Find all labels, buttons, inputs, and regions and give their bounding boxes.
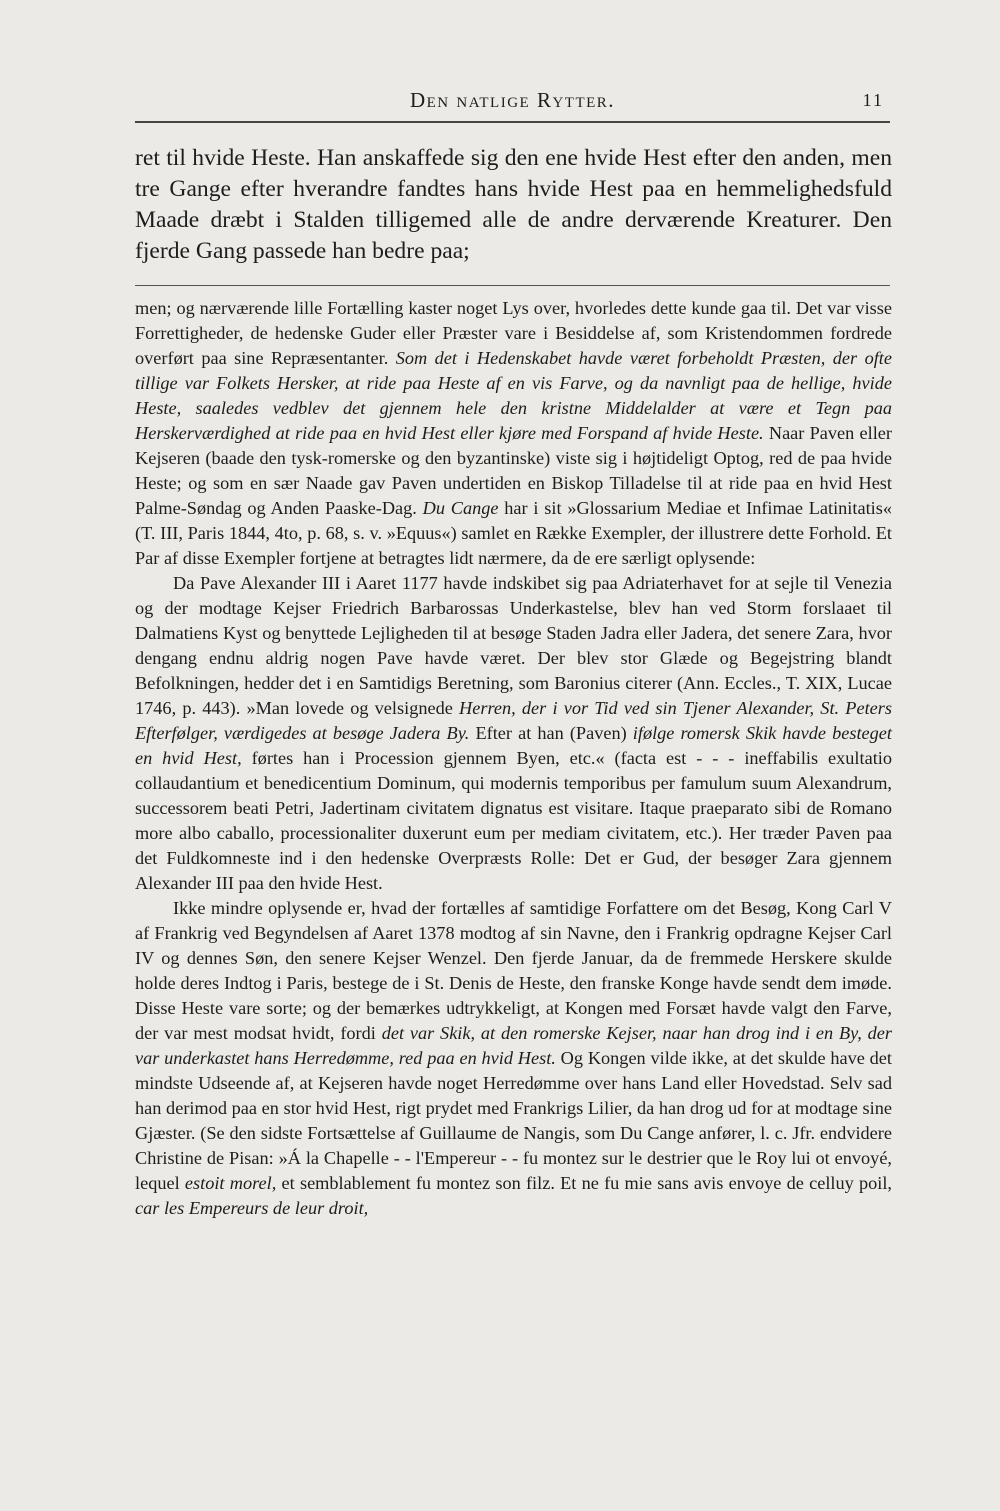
footnote-text: Og Kongen vilde ikke, at det skulde have det mindste Udseende af, at Kejseren havde noget Herredømme over hans Land eller Hovedstad. Selv sad han derimod paa en stor hvid Hest, rigt prydet med Frankrigs Lilier, da han drog ud for at modtage sine Gjæster. (Se den sidste Fortsættelse af Guillaume de Nangis, som Du Cange anfører, l. c. Jfr. endvidere Christine de Pisan: »Á la Chapelle - - l'Empereur - - fu montez sur le destrier que le Roy lui ot envoyé, lequel — [135, 1048, 892, 1193]
footnote-italic-text: car les Empereurs de leur droit, — [135, 1198, 369, 1218]
running-head — [135, 88, 890, 116]
footnote-text: et semblablement fu montez son filz. Et ne fu mie sans avis envoye de celluy poil, — [276, 1173, 892, 1193]
running-title: Den natlige Rytter. — [409, 88, 616, 112]
main-text: ret til hvide Heste. Han anskaffede sig den ene hvide Hest efter den anden, men tre Gange efter hverandre fandtes hans hvide Hest paa en hemmelighedsfuld Maade dræbt i Stalden tilligemed alle de andre derværende Kreaturer. Den fjerde Gang passede han bedre paa; — [135, 145, 892, 264]
footnote-italic-text: Som det i Hedenskabet havde været forbeholdt Præsten, der ofte tillige var Folkets Hersker, at ride paa Heste af en vis Farve, og da navnligt paa de hellige, hvide Heste, saaledes vedblev det gjennem hele den kristne Middelalder at være et Tegn paa Herskerværdighed at ride paa en hvid Hest eller kjøre med Forspand af hvide Heste. — [135, 348, 892, 443]
footnote-italic-text: Du Cange — [422, 498, 499, 518]
footnote-rule — [135, 285, 890, 286]
header-rule — [135, 121, 890, 123]
footnote-italic-text: estoit morel, — [184, 1173, 277, 1193]
footnote-italic-text: ifølge romersk Skik havde besteget en hvid Hest, — [135, 723, 892, 768]
footnote-italic-text: Herren, der i vor Tid ved sin Tjener Alexander, St. Peters Efterfølger, værdigedes at besøge Jadera By. — [135, 698, 892, 743]
footnote-text: Naar Paven eller Kejseren (baade den tysk-romerske og den byzantinske) viste sig i højtideligt Optog, red de paa hvide Heste; og som en sær Naade gav Paven undertiden en Biskop Tilladelse til at ride paa en hvid Hest Palme-Søndag og Anden Paaske-Dag. — [135, 423, 892, 518]
footnote-text: Efter at han (Paven) — [469, 723, 633, 743]
footnote-paragraph — [135, 296, 892, 571]
footnote-text: men; og nærværende lille Fortælling kaster noget Lys over, hvorledes dette kunde gaa til. Det var visse Forrettigheder, de hedenske Guder eller Præster vare i Besiddelse af, som Kristendommen fordrede overført paa sine Repræsentanter. — [135, 298, 892, 368]
footnote-paragraph — [135, 571, 892, 896]
footnote-text: Da Pave Alexander III i Aaret 1177 havde indskibet sig paa Adriaterhavet for at sejle til Venezia og der modtage Kejser Friedrich Barbarossas Underkastelse, blev han ved Storm forslaaet til Dalmatiens Kyst og benyttede Lejligheden til at besøge Staden Jadra eller Jadera, det senere Zara, hvor dengang endnu aldrig nogen Pave havde været. Der blev stor Glæde og Begejstring blandt Befolkningen, hedder det i en Samtidigs Beretning, som Baronius citerer (Ann. Eccles., T. XIX, Lucae 1746, p. 443). »Man lovede og velsignede — [135, 573, 892, 718]
footnote-text: Ikke mindre oplysende er, hvad der fortælles af samtidige Forfattere om det Besøg, Kong Carl V af Frankrig ved Begyndelsen af Aaret 1378 modtog af sin Navne, den i Frankrig opdragne Kejser Carl IV og dennes Søn, den senere Kejser Wenzel. Den fjerde Januar, da de fremmede Herskere skulde holde deres Indtog i Paris, bestege de i St. Denis de Heste, den franske Konge havde sendt dem imøde. Disse Heste vare sorte; og der bemærkes udtrykkeligt, at Kongen med Forsæt havde valgt den Farve, der var mest modsat hvidt, fordi — [135, 898, 892, 1043]
page-number: 11 — [862, 90, 884, 110]
footnote-paragraph — [135, 896, 892, 1221]
footnote-text: førtes han i Procession gjennem Byen, etc.« (facta est - - - ineffabilis exultatio collaudantium et benedicentium Dominum, qui modernis temporibus per famulum suum Alexandrum, successorem beati Petri, Jadertinam civitatem dignatus est visitare. Itaque praeparato sibi de Romano more albo caballo, processionaliter duxerunt eum per mediam civitatem, etc.). Her træder Paven paa det Fuldkomneste ind i den hedenske Overpræsts Rolle: Det er Gud, der besøger Zara gjennem Alexander III paa den hvide Hest. — [135, 748, 893, 893]
footnote-italic-text: det var Skik, at den romerske Kejser, naar han drog ind i en By, der var underkastet hans Herredømme, red paa en hvid Hest. — [135, 1023, 892, 1068]
footnote-text: har i sit »Glossarium Mediae et Infimae Latinitatis« (T. III, Paris 1844, 4to, p. 68, s. v. »Equus«) samlet en Række Exempler, der illustrere dette Forhold. Et Par af disse Exempler fortjene at betragtes lidt nærmere, da de ere særligt oplysende: — [135, 498, 892, 568]
footnote — [135, 296, 892, 1221]
